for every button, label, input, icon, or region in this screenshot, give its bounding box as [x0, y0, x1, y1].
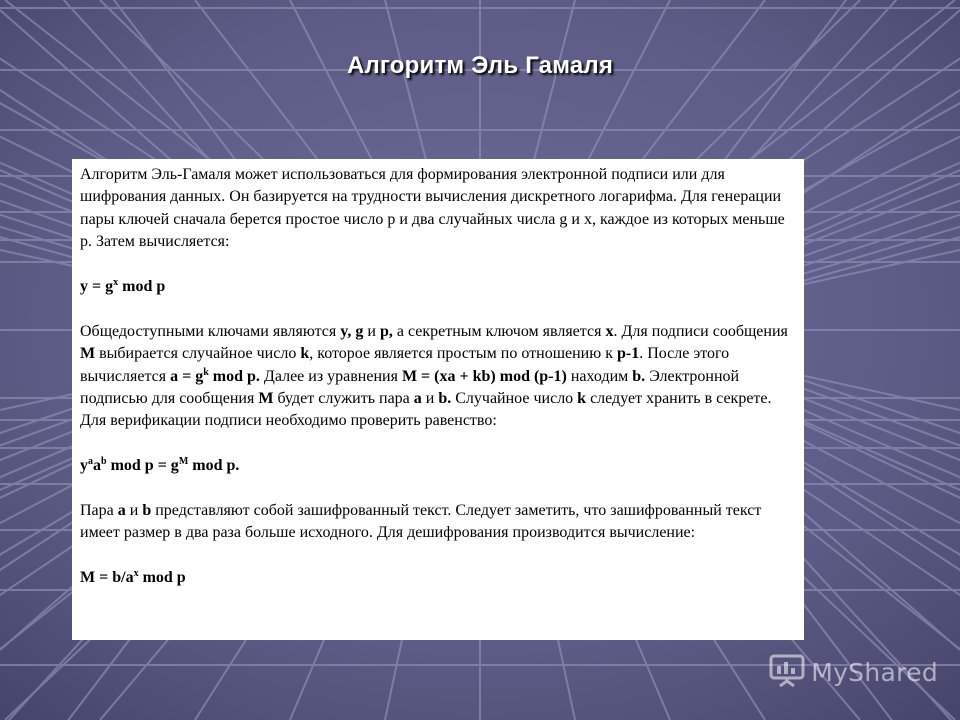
- slide-title: Алгоритм Эль Гамаля: [346, 52, 614, 79]
- formula-public-key: $y = g^x$ mod p: [80, 277, 166, 296]
- paragraph-signature: Общедоступными ключами являются y, g и p, а секретным ключом является x. Для подписи сообщения M выбирается случайное число k, которое является простым по отношению к p-1. После этого вычисляется $a = g^k$ mod p. Далее из уравнения M = (xa + kb) mod (p-1) находим b. Электронной подписью для сообщения M будет служить пара a и b. Случайное число k следует хранить в секрете. Для верификации подписи необходимо проверить равенство:: [80, 322, 788, 430]
- watermark-text: MyShared: [811, 657, 938, 687]
- paragraph-intro: Алгоритм Эль-Гамаля может использоваться для формирования электронной подписи или для шифрования данных. Он базируется на трудности вычисления дискретного логарифма. Для генерации пары ключей сначала берется простое число p и два случайных числа g и x, каждое из которых меньше p. Затем вычисляется:: [80, 166, 785, 251]
- formula-decryption: $M = b/a^x$ mod p: [80, 568, 186, 587]
- formula-verification: $y^aa^b$ mod $p = g^M$ mod p.: [80, 456, 240, 475]
- watermark: [769, 654, 938, 690]
- presentation-board-icon: [769, 653, 805, 692]
- paragraph-encryption: Пара a и b представляют собой зашифрованный текст. Следует заметить, что зашифрованный текст имеет размер в два раза больше исходного. Для дешифрования производится вычисление:: [80, 502, 762, 542]
- document-image: [72, 159, 804, 640]
